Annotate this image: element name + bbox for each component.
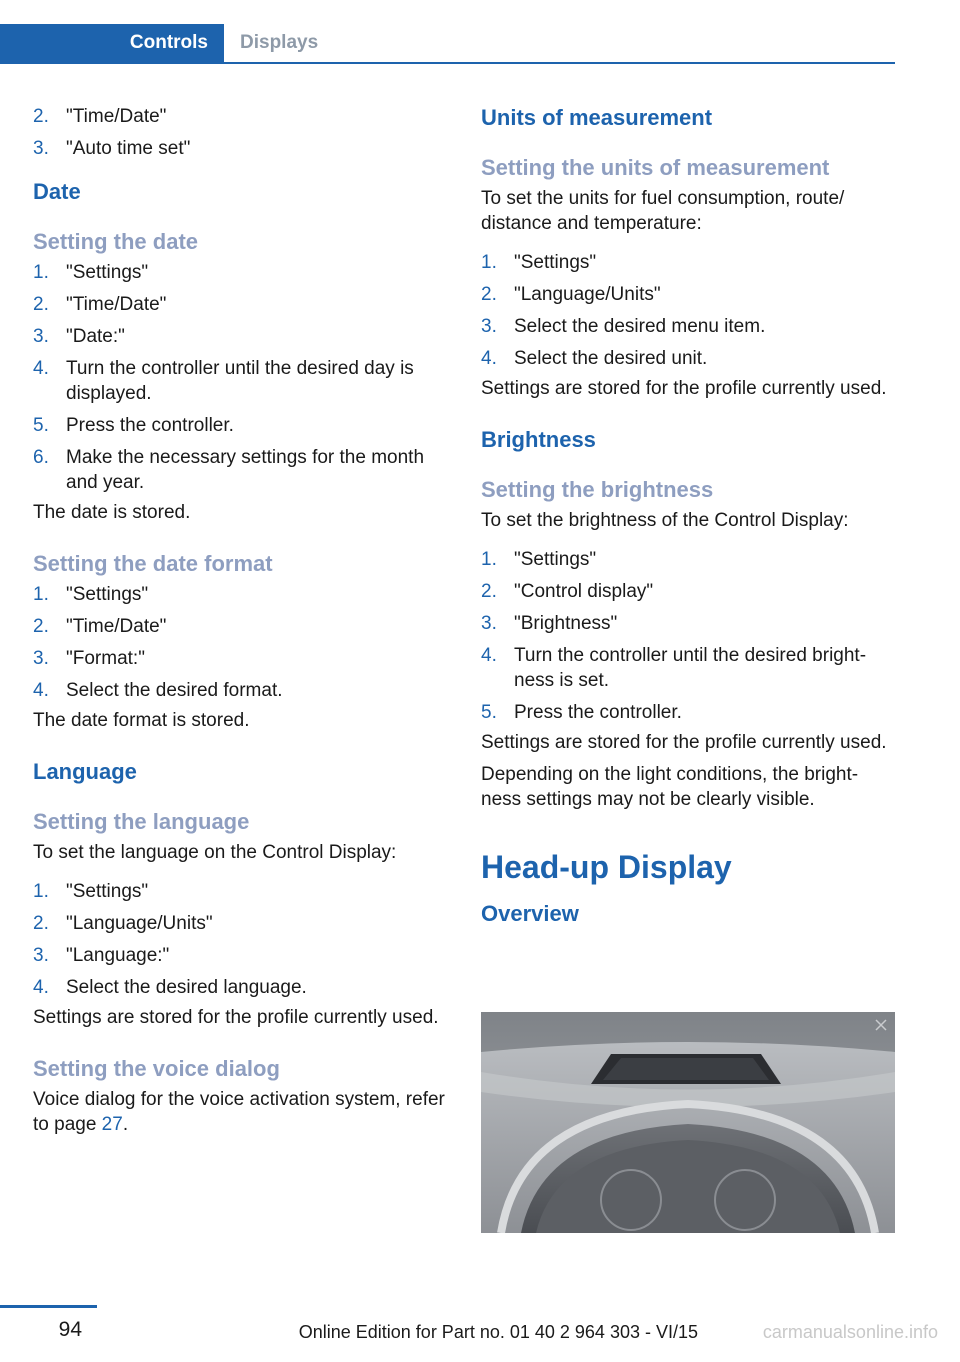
units-steps	[481, 250, 896, 371]
footer-rule	[0, 1305, 97, 1308]
page-number: 94	[58, 1318, 82, 1341]
list-item	[33, 292, 448, 317]
header-tabbar	[0, 24, 895, 64]
brightness-steps	[481, 547, 896, 725]
step-number: 3.	[33, 945, 49, 966]
units-heading: Units of measurement	[481, 105, 713, 130]
list-item	[33, 614, 448, 639]
setting-brightness-heading: Setting the brightness	[481, 477, 714, 502]
setting-units-heading: Setting the units of measurement	[481, 155, 830, 180]
step-text: Select the desired format.	[66, 680, 283, 701]
brightness-note: Depending on the light conditions, the bright‐ ness settings may not be clearly visible.	[481, 764, 859, 810]
step-number: 4.	[33, 358, 49, 379]
step-number: 1.	[481, 549, 497, 570]
step-text: "Brightness"	[514, 613, 618, 634]
step-text: Make the necessary settings for the month and year.	[66, 447, 425, 493]
list-item	[481, 611, 896, 636]
language-heading: Language	[33, 759, 137, 784]
step-number: 4.	[33, 680, 49, 701]
list-item	[481, 547, 896, 572]
watermark: carmanualsonline.info	[762, 1322, 938, 1342]
step-text: Turn the controller until the desired day is displayed.	[66, 358, 414, 404]
left-column	[33, 104, 448, 1137]
date-heading: Date	[33, 179, 81, 204]
list-item	[33, 582, 448, 607]
step-text: Select the desired language.	[66, 977, 307, 998]
voice-dialog-text	[33, 1087, 448, 1137]
step-number: 2.	[481, 581, 497, 602]
step-text: "Time/Date"	[66, 616, 167, 637]
step-text: "Settings"	[66, 584, 149, 605]
setting-date-heading: Setting the date	[33, 229, 199, 254]
list-item	[33, 324, 448, 349]
step-text: "Settings"	[514, 549, 597, 570]
step-text: "Language/Units"	[514, 284, 661, 305]
step-text: Press the controller.	[66, 415, 234, 436]
step-text: "Settings"	[514, 252, 597, 273]
list-item	[33, 879, 448, 904]
setting-language-heading: Setting the language	[33, 809, 250, 834]
step-text: "Format:"	[66, 648, 145, 669]
list-item	[481, 314, 896, 339]
tab-displays[interactable]: Displays	[240, 32, 319, 53]
step-number: 5.	[33, 415, 49, 436]
list-item	[481, 700, 896, 725]
step-text: Turn the controller until the desired bright‐ ness is set.	[514, 645, 867, 691]
list-item	[481, 643, 896, 693]
brightness-intro: To set the brightness of the Control Display:	[481, 510, 849, 531]
dashboard-illustration	[481, 1012, 895, 1233]
date-format-steps	[33, 582, 448, 703]
step-text: "Time/Date"	[66, 294, 167, 315]
step-number: 6.	[33, 447, 49, 468]
step-text: Press the controller.	[514, 702, 682, 723]
voice-dialog-period: .	[122, 1114, 129, 1135]
hud-heading: Head-up Display	[481, 849, 732, 885]
date-format-heading: Setting the date format	[33, 551, 273, 576]
step-text: "Language:"	[66, 945, 170, 966]
step-text: Select the desired menu item.	[514, 316, 766, 337]
step-number: 1.	[33, 584, 49, 605]
step-number: 3.	[33, 138, 49, 159]
step-number: 5.	[481, 702, 497, 723]
setting-date-steps	[33, 260, 448, 495]
step-number: 2.	[33, 913, 49, 934]
step-number: 2.	[481, 284, 497, 305]
date-format-stored-text: The date format is stored.	[33, 710, 250, 731]
list-item	[33, 445, 448, 495]
step-text: "Language/Units"	[66, 913, 213, 934]
step-number: 2.	[33, 616, 49, 637]
language-steps	[33, 879, 448, 1000]
head-up-display-photo	[481, 1012, 895, 1233]
step-number: 1.	[33, 262, 49, 283]
step-number: 3.	[481, 613, 497, 634]
brightness-heading: Brightness	[481, 427, 596, 452]
step-number: 1.	[33, 881, 49, 902]
list-item	[33, 646, 448, 671]
step-text: "Control display"	[514, 581, 654, 602]
step-number: 4.	[33, 977, 49, 998]
step-text: "Auto time set"	[66, 138, 191, 159]
list-item	[33, 413, 448, 438]
page-link-27[interactable]: 27	[101, 1114, 123, 1135]
step-number: 3.	[33, 326, 49, 347]
step-text: "Settings"	[66, 262, 149, 283]
tab-controls[interactable]: Controls	[0, 24, 224, 62]
step-text: Select the desired unit.	[514, 348, 708, 369]
time-date-steps-continued	[33, 104, 448, 161]
list-item	[33, 136, 448, 161]
language-stored-text: Settings are stored for the profile currently used.	[33, 1007, 439, 1028]
step-number: 4.	[481, 348, 497, 369]
step-number: 3.	[481, 316, 497, 337]
list-item	[33, 260, 448, 285]
step-text: "Settings"	[66, 881, 149, 902]
edition-text: Online Edition for Part no. 01 40 2 964 303 - VI/15	[298, 1322, 698, 1342]
step-number: 3.	[33, 648, 49, 669]
step-text: "Date:"	[66, 326, 125, 347]
units-intro: To set the units for fuel consumption, route/ distance and temperature:	[481, 188, 845, 234]
language-intro: To set the language on the Control Display:	[33, 842, 397, 863]
list-item	[33, 104, 448, 129]
step-number: 2.	[33, 294, 49, 315]
list-item	[33, 356, 448, 406]
list-item	[33, 943, 448, 968]
voice-dialog-body: Voice dialog for the voice activation system, refer to page	[33, 1089, 445, 1135]
step-number: 2.	[33, 106, 49, 127]
right-column	[481, 104, 896, 928]
list-item	[481, 282, 896, 307]
list-item	[33, 975, 448, 1000]
step-number: 4.	[481, 645, 497, 666]
date-stored-text: The date is stored.	[33, 502, 191, 523]
list-item	[481, 579, 896, 604]
step-number: 1.	[481, 252, 497, 273]
list-item	[481, 250, 896, 275]
voice-dialog-heading: Setting the voice dialog	[33, 1056, 280, 1081]
list-item	[481, 346, 896, 371]
units-stored-text: Settings are stored for the profile currently used.	[481, 378, 887, 399]
step-text: "Time/Date"	[66, 106, 167, 127]
brightness-stored-text: Settings are stored for the profile currently used.	[481, 732, 887, 753]
overview-heading: Overview	[481, 901, 579, 926]
list-item	[33, 678, 448, 703]
list-item	[33, 911, 448, 936]
